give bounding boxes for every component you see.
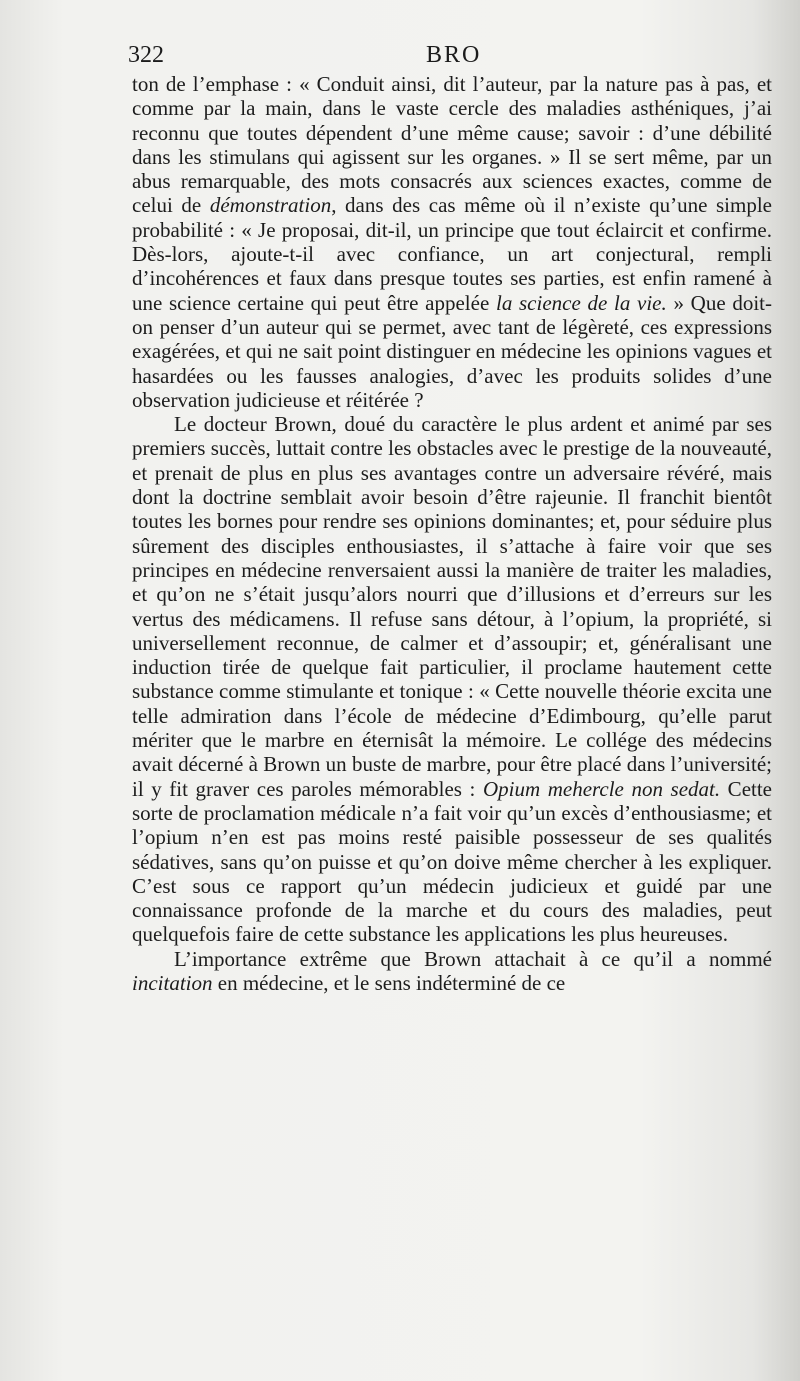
text-run: , dans des cas même où il n’existe qu’une simple probabilité : « Je proposai, dit-il, un principe que tout éclaircit et confirme. Dès-lors, ajoute-t-il avec confiance, un art conjectural, rempli d’incohérences et faux dans presque toutes ses parties, est enfin ramené à une science certaine qui peut être appelée: [132, 193, 772, 315]
italic-quote-opium: Opium mehercle non sedat.: [482, 776, 721, 801]
paragraph-2: [132, 412, 772, 947]
italic-term-science-de-la-vie: la science de la vie.: [495, 290, 667, 315]
paragraph-1: [132, 72, 772, 412]
body-text: [132, 72, 772, 995]
running-head: BRO: [426, 42, 482, 68]
italic-term-incitation: incitation: [132, 970, 213, 995]
text-run: ton de l’emphase : « Conduit ainsi, dit l’auteur, par la nature pas à pas, et comme par la main, dans le vaste cercle des maladies asthéniques, j’ai reconnu que toutes dépendent d’une même cause; savoir : d’une débilité dans les stimulans qui agissent sur les organes. » Il se sert même, par un abus remarquable, des mots consacrés aux sciences exactes, comme de celui de: [132, 72, 772, 218]
text-run: L’importance extrême que Brown attachait à ce qu’il a nommé: [174, 946, 772, 971]
text-run: en médecine, et le sens indéterminé de ce: [212, 970, 566, 995]
paragraph-3: [132, 947, 772, 996]
italic-term-demonstration: démonstration: [209, 193, 332, 218]
page-number: 322: [128, 42, 164, 68]
text-run: » Que doit-on penser d’un auteur qui se permet, avec tant de légèreté, ces expressions exagérées, et qui ne sait point distinguer en médecine les opinions vagues et hasardées ou les fausses analogies, d’avec les produits solides d’une observation judicieuse et réitérée ?: [132, 290, 772, 412]
page-header: [128, 42, 780, 72]
text-run: Cette sorte de proclamation médicale n’a fait voir qu’un excès d’enthousiasme; et l’opium n’en est pas moins resté paisible possesseur de ses qualités sédatives, sans qu’on puisse et qu’on doive même chercher à les expliquer. C’est sous ce rapport qu’un médecin judicieux et guidé par une connaissance profonde de la marche et du cours des maladies, peut quelquefois faire de cette substance les applications les plus heureuses.: [132, 776, 772, 947]
text-run: Le docteur Brown, doué du caractère le plus ardent et animé par ses premiers succès, luttait contre les obstacles avec le prestige de la nouveauté, et prenait de plus en plus ses avantages contre un adversaire révéré, mais dont la doctrine semblait avoir besoin d’être rajeunie. Il franchit bientôt toutes les bornes pour rendre ses opinions dominantes; et, pour séduire plus sûrement des disciples enthousiastes, il s’attache à faire voir que ses principes en médecine renversaient aussi la manière de traiter les maladies, et qu’on ne s’était jusqu’alors nourri que d’illusions et d’erreurs sur les vertus des médicamens. Il refuse sans détour, à l’opium, la propriété, si universellement reconnue, de calmer et d’assoupir; et, généralisant une induction tirée de quelque fait particulier, il proclame hautement cette substance comme stimulante et tonique : « Cette nouvelle théorie excita une telle admiration dans l’école de médecine d’Edimbourg, qu’elle parut mériter que le marbre en éternisât la mémoire. Le collége des médecins avait décerné à Brown un buste de marbre, pour être placé dans l’université; il y fit graver ces paroles mémorables :: [132, 412, 772, 801]
